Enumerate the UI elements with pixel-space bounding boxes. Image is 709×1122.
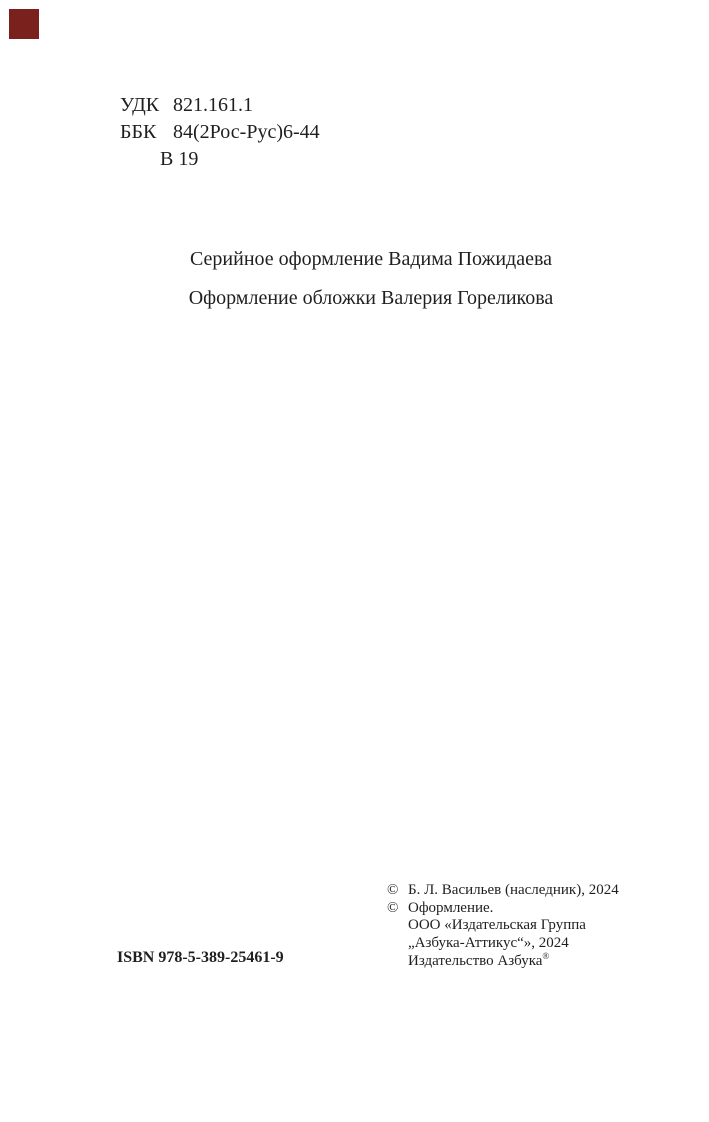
copyright-symbol: © [387,882,399,898]
copyright-design-line [387,900,619,918]
copyright-block [387,882,619,971]
series-design-credit: Серийное оформление Вадима Пожидаева [189,248,553,270]
publisher-line-1: ООО «Издательская Группа [408,917,586,934]
copyright-design-text: Оформление. [408,899,494,916]
bbk-value: 84(2Рос-Рус)6-44 [173,121,320,143]
bbk-label: ББК [120,121,157,143]
author-sign: В 19 [160,148,199,170]
credits-block [34,249,708,308]
publisher-line-2: „Азбука-Аттикус“», 2024 [408,935,569,952]
imprint-line [408,950,619,971]
registered-trademark-icon: ® [542,950,550,961]
udk-label: УДК [120,94,160,116]
copyright-holder-line [387,882,619,900]
bbk-line [120,119,320,146]
cover-design-credit: Оформление обложки Валерия Гореликова [188,287,554,309]
udk-line [120,92,320,119]
copyright-holder-text: Б. Л. Васильев (наследник), 2024 [408,882,619,898]
imprint-text: Издательство Азбука [408,952,543,969]
udk-value: 821.161.1 [173,94,253,116]
red-square-marker [9,9,39,39]
cataloging-block [120,92,320,173]
isbn: ISBN 978-5-389-25461-9 [117,949,284,966]
copyright-symbol: © [387,899,399,916]
